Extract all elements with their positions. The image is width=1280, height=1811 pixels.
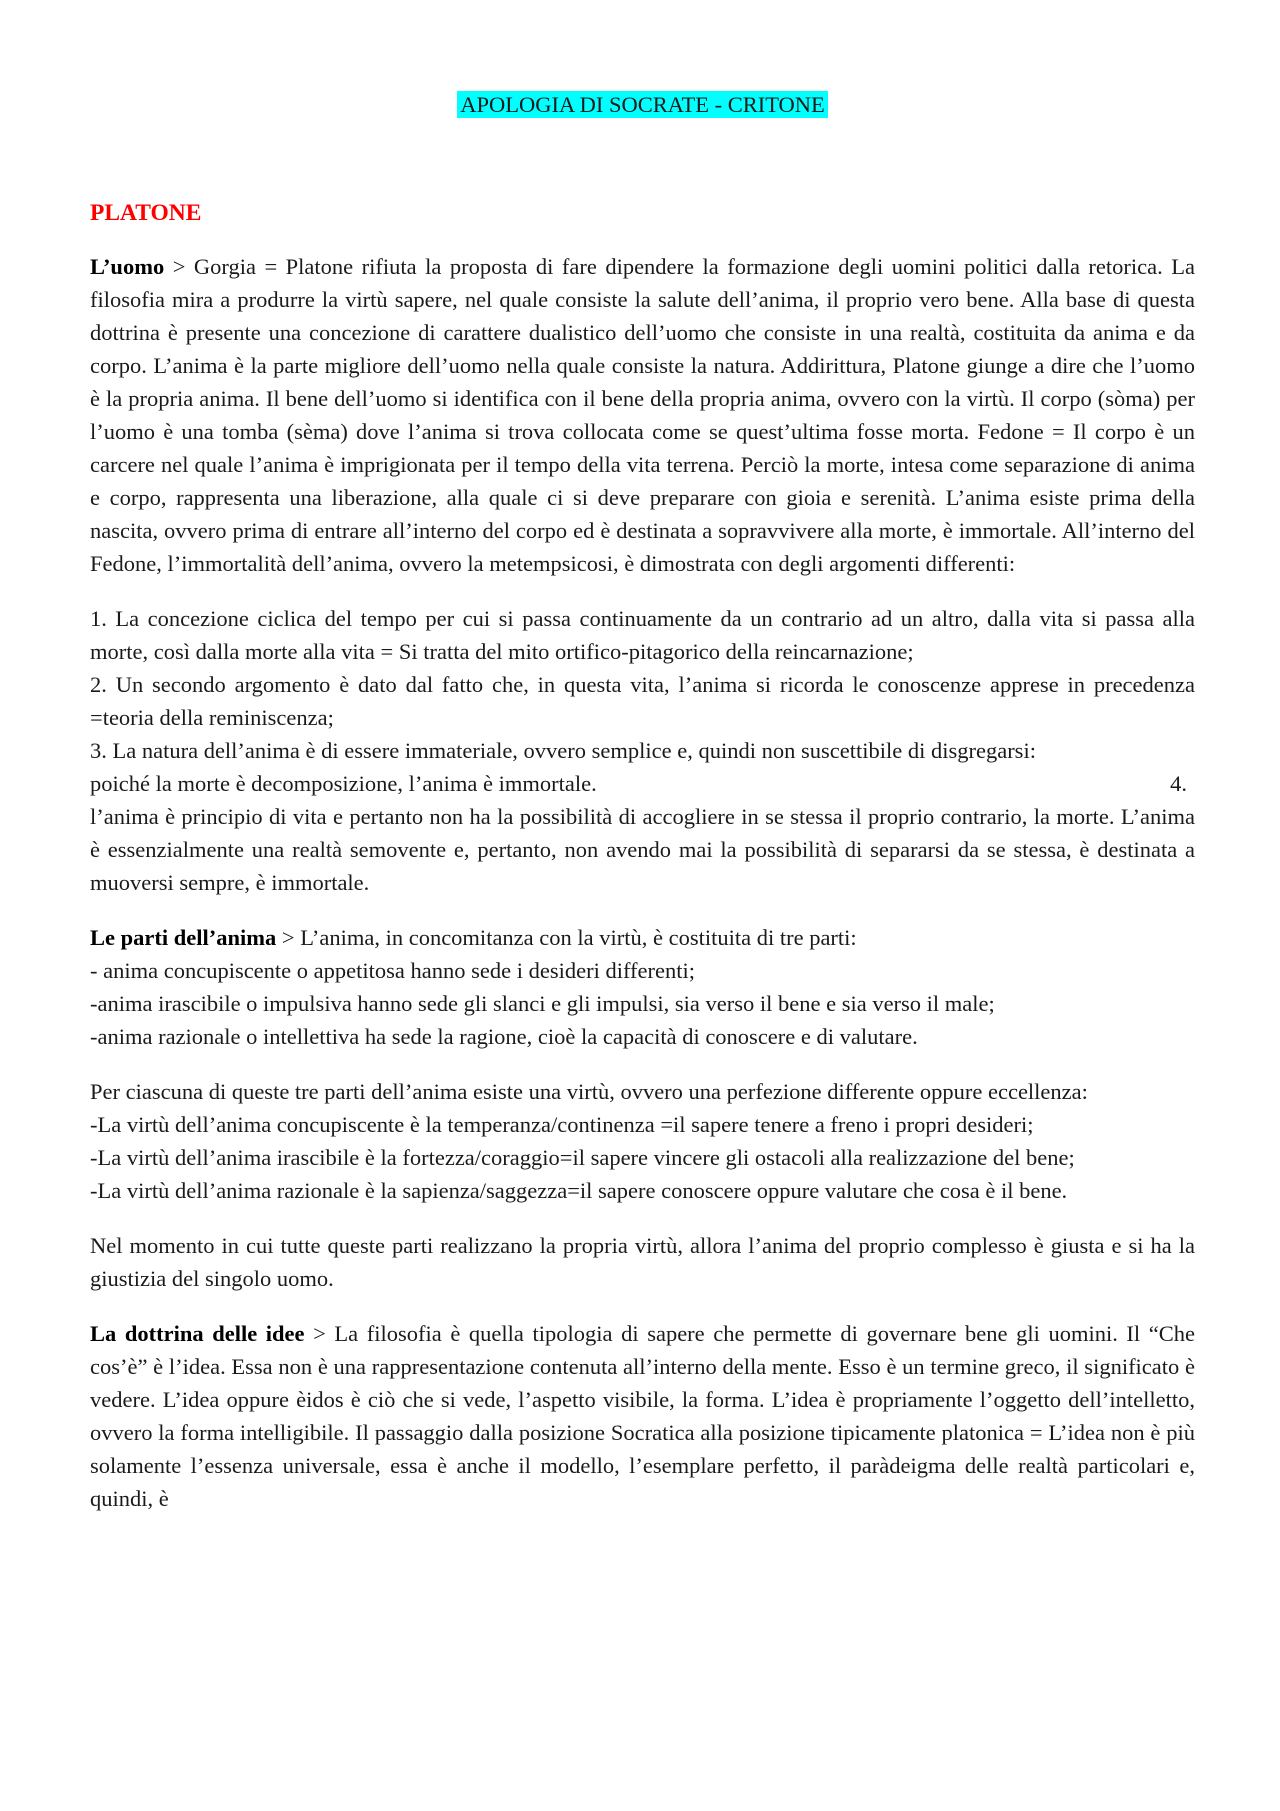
list-item-number: 4.	[1170, 771, 1187, 796]
list-item: -La virtù dell’anima irascibile è la fortezza/coraggio=il sapere vincere gli ostacoli alla realizzazione del bene;	[90, 1145, 1075, 1170]
paragraph-giustizia: Nel momento in cui tutte queste parti realizzano la propria virtù, allora l’anima del proprio complesso è giusta e si ha la giustizia del singolo uomo.	[90, 1233, 1195, 1291]
list-item: -anima razionale o intellettiva ha sede la ragione, cioè la capacità di conoscere e di valutare.	[90, 1024, 918, 1049]
paragraph-body: > Gorgia = Platone rifiuta la proposta di fare dipendere la formazione degli uomini politici dalla retorica. La filosofia mira a produrre la virtù sapere, nel quale consiste la salute dell’anima, il proprio vero bene. Alla base di questa dottrina è presente una concezione di carattere dualistico dell’uomo che consiste in una realtà, costituita da anima e da corpo. L’anima è la parte migliore dell’uomo nella quale consiste la natura. Addirittura, Platone giunge a dire che l’uomo è la propria anima. Il bene dell’uomo si identifica con il bene della propria anima, ovvero con la virtù. Il corpo (sòma) per l’uomo è una tomba (sèma) dove l’anima si trova collocata come se quest’ultima fosse morta. Fedone = Il corpo è un carcere nel quale l’anima è imprigionata per il tempo della vita terrena. Perciò la morte, intesa come separazione di anima e corpo, rappresenta una liberazione, alla quale ci si deve preparare con gioia e serenità. L’anima esiste prima della nascita, ovvero prima di entrare all’interno del corpo ed è destinata a sopravvivere alla morte, è immortale. All’interno del Fedone, l’immortalità dell’anima, ovvero la metempsicosi, è dimostrata con degli argomenti differenti:	[90, 254, 1195, 576]
paragraph-virtu	[90, 1075, 1195, 1207]
paragraph-body: > L’anima, in concomitanza con la virtù, è costituita di tre parti:	[276, 925, 857, 950]
list-item-split	[90, 767, 1195, 800]
list-item: 3. La natura dell’anima è di essere immateriale, ovvero semplice e, quindi non suscettibile di disgregarsi:	[90, 738, 1036, 763]
document-page	[90, 88, 1195, 1537]
argument-list	[90, 602, 1195, 899]
paragraph-dottrina-idee	[90, 1317, 1195, 1515]
section-heading: PLATONE	[90, 200, 202, 226]
document-title: APOLOGIA DI SOCRATE - CRITONE	[457, 91, 828, 118]
paragraph-intro	[90, 921, 1195, 954]
list-item: -La virtù dell’anima concupiscente è la temperanza/continenza =il sapere tenere a freno i propri desideri;	[90, 1112, 1034, 1137]
list-item: - anima concupiscente o appetitosa hanno sede i desideri differenti;	[90, 958, 695, 983]
paragraph-parti-anima	[90, 921, 1195, 1053]
paragraph-body: > La filosofia è quella tipologia di sapere che permette di governare bene gli uomini. Il “Che cos’è” è l’idea. Essa non è una rappresentazione contenuta all’interno della mente. Esso è un termine greco, il significato è vedere. L’idea oppure èidos è ciò che si vede, l’aspetto visibile, la forma. L’idea è propriamente l’oggetto dell’intelletto, ovvero la forma intelligibile. Il passaggio dalla posizione Socratica alla posizione tipicamente platonica = L’idea non è più solamente l’essenza universale, essa è anche il modello, l’esemplare perfetto, il paràdeigma delle realtà particolari e, quindi, è	[90, 1321, 1196, 1511]
list-item: poiché la morte è decomposizione, l’anima è immortale.	[90, 771, 597, 796]
paragraph-body: Per ciascuna di queste tre parti dell’anima esiste una virtù, ovvero una perfezione differente oppure eccellenza:	[90, 1079, 1088, 1104]
paragraph-lead: L’uomo	[90, 254, 165, 279]
paragraph-lead: La dottrina delle idee	[90, 1321, 305, 1346]
list-item: -La virtù dell’anima razionale è la sapienza/saggezza=il sapere conoscere oppure valutare che cosa è il bene.	[90, 1178, 1068, 1203]
list-item: 1. La concezione ciclica del tempo per cui si passa continuamente da un contrario ad un altro, dalla vita si passa alla morte, così dalla morte alla vita = Si tratta del mito ortifico-pitagorico della reincarnazione;	[90, 606, 1195, 664]
paragraph-lead: Le parti dell’anima	[90, 925, 277, 950]
paragraph-uomo	[90, 250, 1195, 580]
list-item: l’anima è principio di vita e pertanto non ha la possibilità di accogliere in se stessa il proprio contrario, la morte. L’anima è essenzialmente una realtà semovente e, pertanto, non avendo mai la possibilità di separarsi da se stessa, è destinata a muoversi sempre, è immortale.	[90, 804, 1195, 895]
list-item: -anima irascibile o impulsiva hanno sede gli slanci e gli impulsi, sia verso il bene e sia verso il male;	[90, 991, 995, 1016]
list-item: 2. Un secondo argomento è dato dal fatto che, in questa vita, l’anima si ricorda le conoscenze apprese in precedenza =teoria della reminiscenza;	[90, 672, 1195, 730]
title-wrapper	[90, 88, 1195, 121]
